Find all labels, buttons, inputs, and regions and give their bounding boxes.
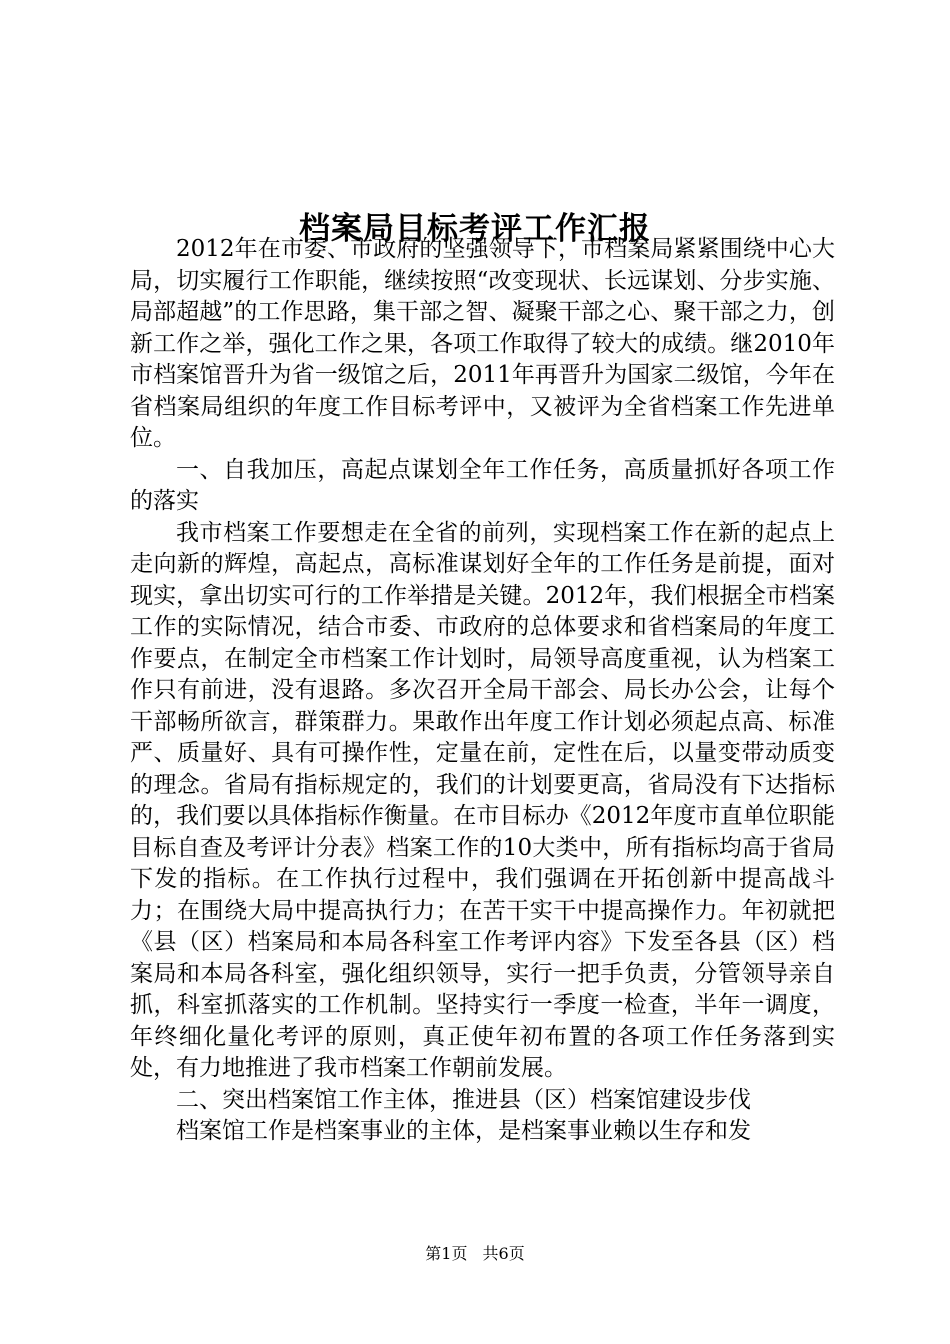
- section-heading-1: 一、自我加压，高起点谋划全年工作任务，高质量抓好各项工作的落实: [130, 456, 835, 514]
- paragraph-intro: 2012年在市委、市政府的坚强领导下，市档案局紧紧围绕中心大局，切实履行工作职能，继续按照“改变现状、长远谋划、分步实施、局部超越”的工作思路，集干部之智、凝聚干部之心、聚干部之力，创新工作之举，强化工作之果，各项工作取得了较大的成绩。继2010年市档案馆晋升为省一级馆之后，2011年再晋升为国家二级馆，今年在省档案局组织的年度工作目标考评中，又被评为全省档案工作先进单位。: [130, 236, 835, 451]
- document-title: 档案局目标考评工作汇报: [299, 210, 651, 247]
- paragraph-section-2: 档案馆工作是档案事业的主体，是档案事业赖以生存和发: [176, 1118, 751, 1144]
- paragraph-section-1: 我市档案工作要想走在全省的前列，实现档案工作在新的起点上走向新的辉煌，高起点，高标准谋划好全年的工作任务是前提，面对现实，拿出切实可行的工作举措是关键。2012年，我们根据全市档案工作的实际情况，结合市委、市政府的总体要求和省档案局的年度工作要点，在制定全市档案工作计划时，局领导高度重视，认为档案工作只有前进，没有退路。多次召开全局干部会、局长办公会，让每个干部畅所欲言，群策群力。果敢作出年度工作计划必须起点高、标准严、质量好、具有可操作性，定量在前，定性在后，以量变带动质变的理念。省局有指标规定的，我们的计划要更高，省局没有下达指标的，我们要以具体指标作衡量。在市目标办《2012年度市直单位职能目标自查及考评计分表》档案工作的10大类中，所有指标均高于省局下发的指标。在工作执行过程中，我们强调在开拓创新中提高战斗力；在围绕大局中提高执行力；在苦干实干中提高操作力。年初就把《县（区）档案局和本局各科室工作考评内容》下发至各县（区）档案局和本局各科室，强化组织领导，实行一把手负责，分管领导亲自抓，科室抓落实的工作机制。坚持实行一季度一检查，半年一调度，年终细化量化考评的原则，真正使年初布置的各项工作任务落到实处，有力地推进了我市档案工作朝前发展。: [130, 519, 835, 1081]
- section-heading-2: 二、突出档案馆工作主体，推进县（区）档案馆建设步伐: [176, 1086, 751, 1113]
- page-total: 共6页: [482, 1244, 525, 1263]
- page-footer: [0, 1243, 950, 1265]
- page-number: 第1页: [425, 1244, 468, 1263]
- document-body: [130, 234, 835, 1148]
